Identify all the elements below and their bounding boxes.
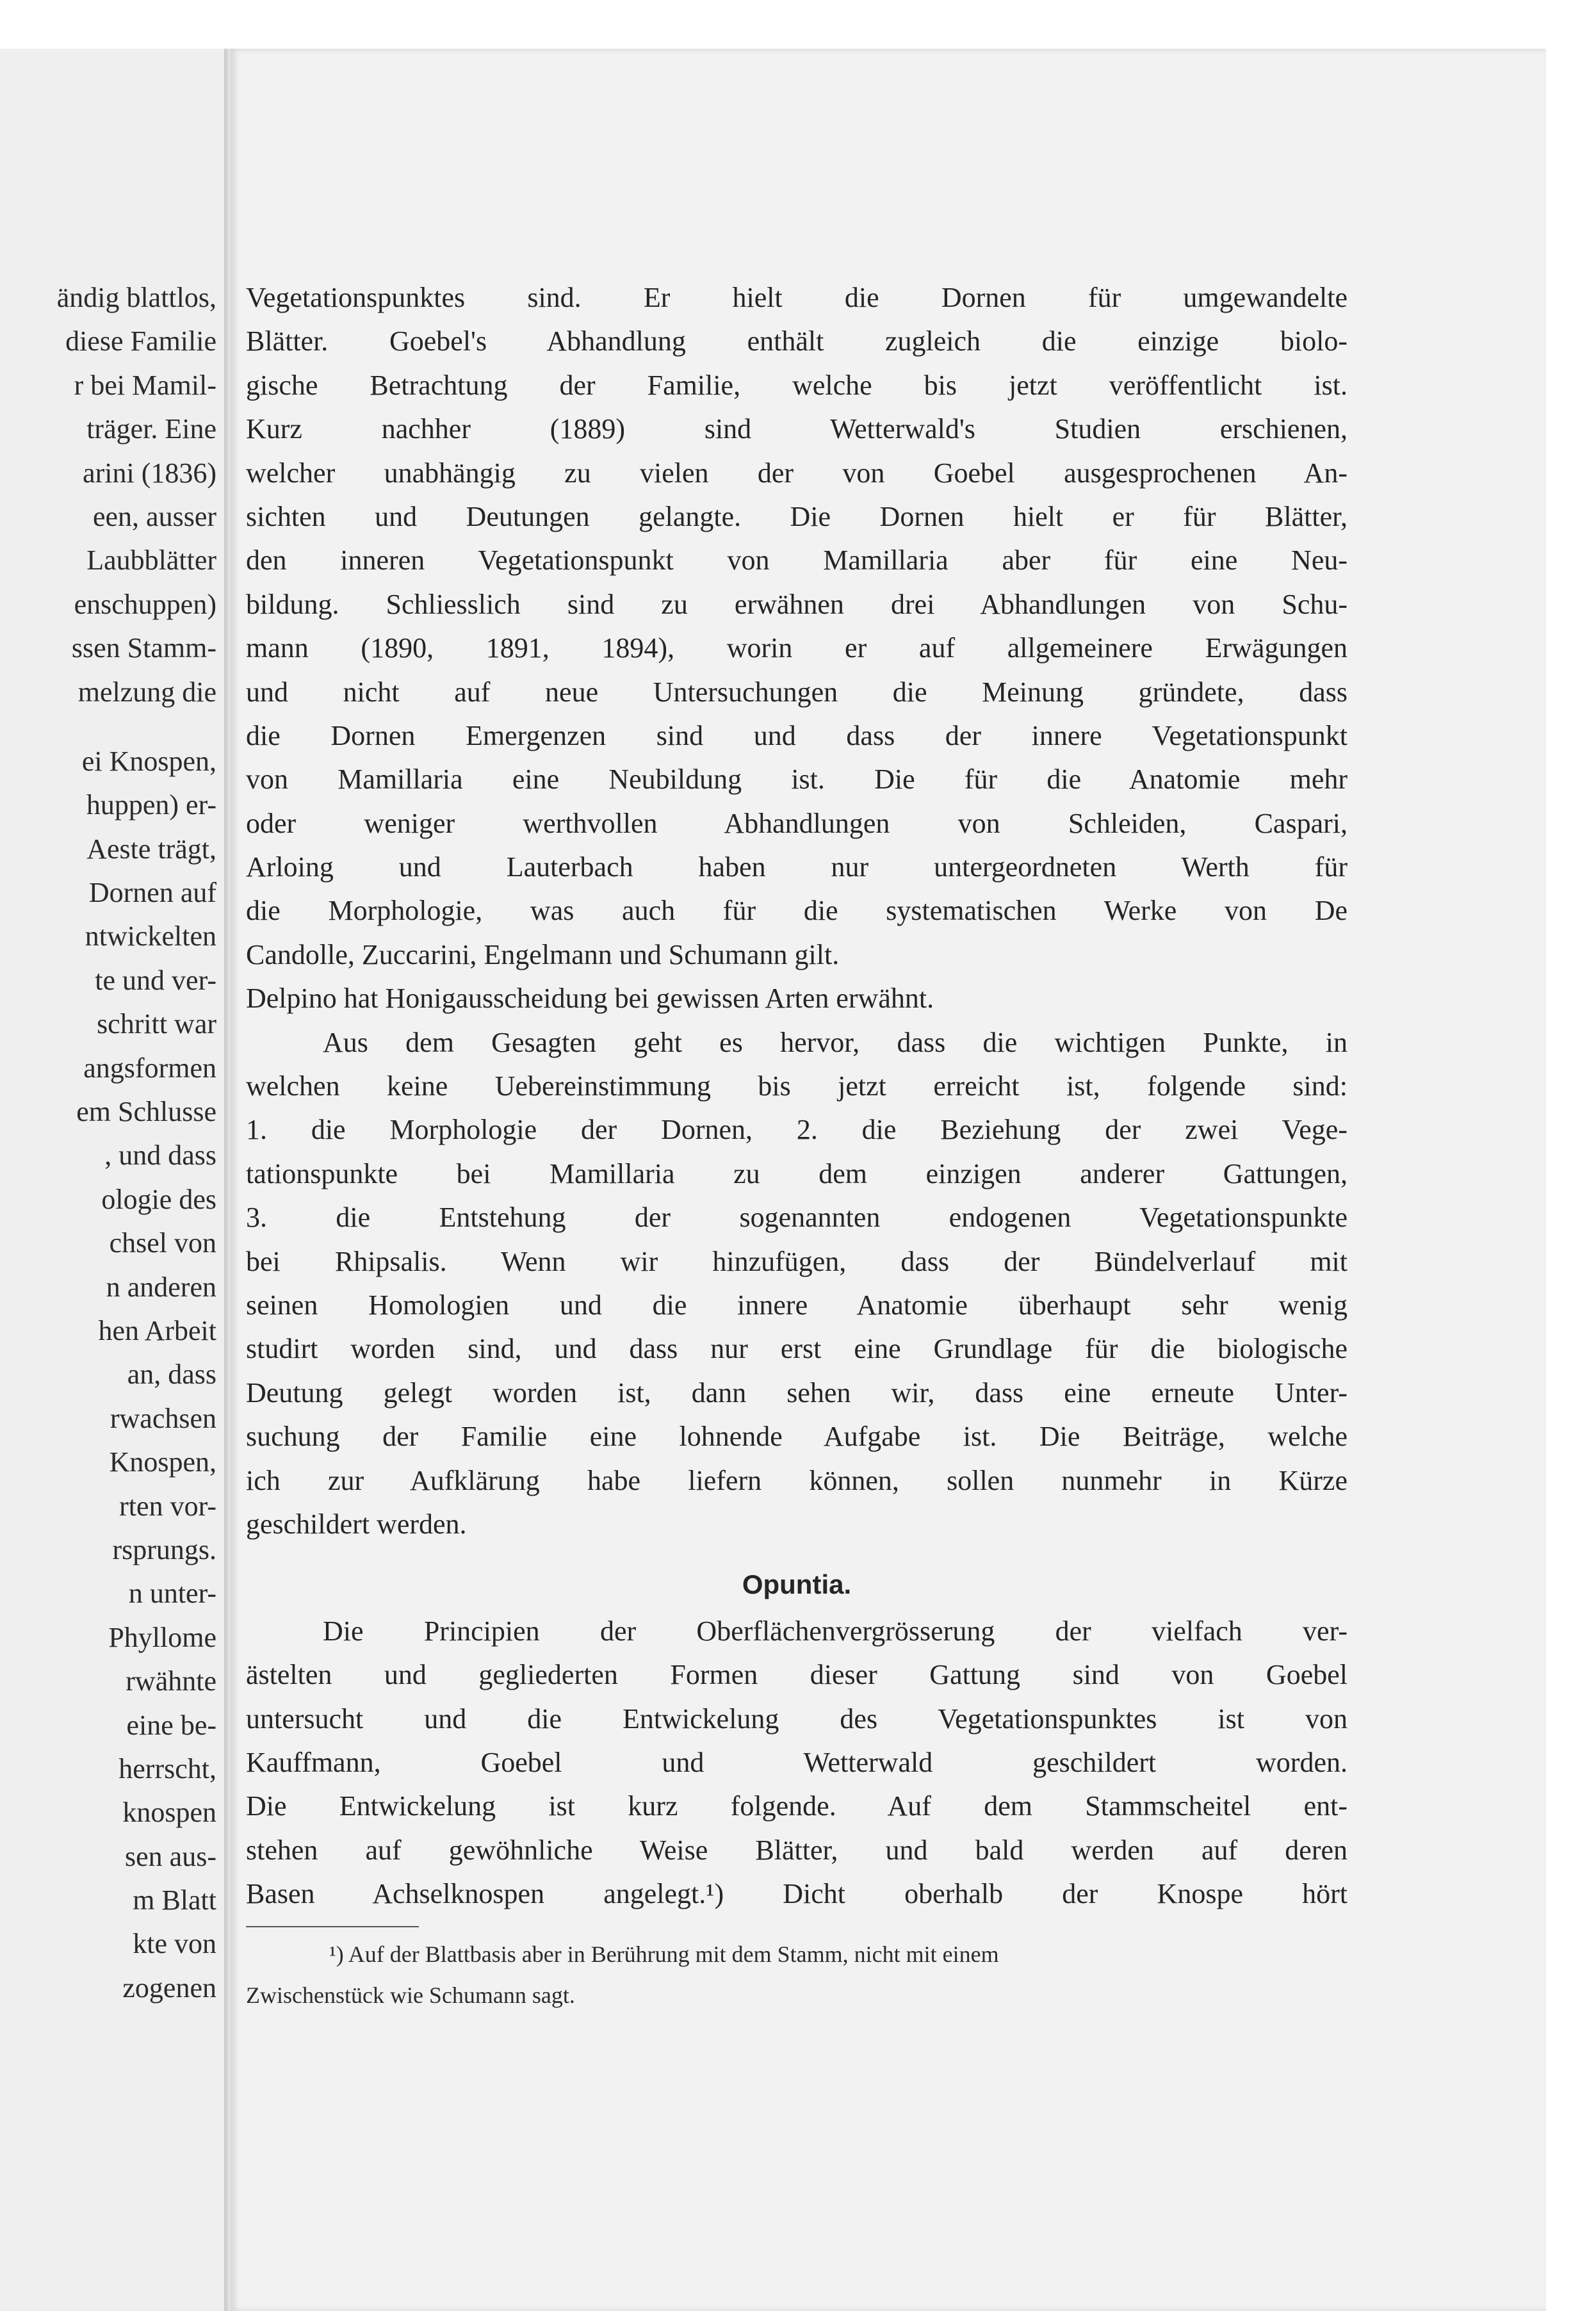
previous-page-line: diese Familie (65, 325, 216, 357)
paragraph-line: Die Principien der Oberflächenvergrösserung der vielfach ver- (323, 1615, 1348, 1647)
previous-page-line: rsprungs. (112, 1533, 216, 1565)
paragraph-line: Kurz nachher (1889) sind Wetterwald's Studien erschienen, (246, 413, 1348, 445)
section-heading: Opuntia. (742, 1569, 852, 1600)
paragraph-line: Aus dem Gesagten geht es hervor, dass die wichtigen Punkte, in (323, 1026, 1348, 1058)
paragraph-line: ästelten und gegliederten Formen dieser Gattung sind von Goebel (246, 1659, 1348, 1691)
paragraph-line: von Mamillaria eine Neubildung ist. Die für die Anatomie mehr (246, 764, 1348, 796)
previous-page-gap (0, 714, 216, 740)
previous-page-line: schritt war (97, 1008, 216, 1040)
previous-page-line: em Schlusse (76, 1096, 216, 1128)
paragraph-line: studirt worden sind, und dass nur erst eine Grundlage für die biologische (246, 1333, 1348, 1365)
previous-page-text (0, 276, 216, 2010)
footnote-line: ¹) Auf der Blattbasis aber in Berührung mit dem Stamm, nicht mit einem (329, 1941, 999, 1968)
paragraph-line: Die Entwickelung ist kurz folgende. Auf dem Stammscheitel ent- (246, 1790, 1348, 1822)
previous-page-line: m Blatt (133, 1884, 216, 1916)
previous-page-line: huppen) er- (86, 789, 216, 821)
previous-page-line: ändig blattlos, (56, 282, 216, 313)
previous-page-line: melzung die (77, 676, 216, 708)
paragraph-line: geschildert werden. (246, 1508, 467, 1540)
previous-page-line: herrscht, (118, 1752, 216, 1784)
paragraph-line: und nicht auf neue Untersuchungen die Meinung gründete, dass (246, 676, 1348, 708)
previous-page-line: angsformen (83, 1052, 216, 1084)
paragraph-line: untersucht und die Entwickelung des Vegetationspunktes ist von (246, 1703, 1348, 1735)
previous-page-line: te und ver- (95, 964, 216, 996)
paragraph-line: 1. die Morphologie der Dornen, 2. die Beziehung der zwei Vege- (246, 1114, 1348, 1146)
paragraph-line: Basen Achselknospen angelegt.¹) Dicht oberhalb der Knospe hört (246, 1878, 1348, 1910)
previous-page-line: träger. Eine (86, 413, 216, 445)
paragraph-line: Delpino hat Honigausscheidung bei gewissen Arten erwähnt. (246, 983, 934, 1015)
previous-page-fragment (0, 49, 231, 2311)
previous-page-line: n unter- (128, 1578, 216, 1610)
footnote-rule (246, 1926, 419, 1927)
paragraph-line: 3. die Entstehung der sogenannten endogenen Vegetationspunkte (246, 1202, 1348, 1234)
previous-page-line: Aeste trägt, (86, 833, 216, 865)
paragraph-line: gische Betrachtung der Familie, welche bis jetzt veröffentlicht ist. (246, 369, 1348, 401)
paragraph-line: den inneren Vegetationspunkt von Mamillaria aber für eine Neu- (246, 544, 1348, 576)
paragraph-line: tationspunkte bei Mamillaria zu dem einzigen anderer Gattungen, (246, 1157, 1348, 1189)
previous-page-line: ssen Stamm- (71, 632, 216, 664)
previous-page-line: chsel von (109, 1227, 216, 1259)
paragraph-line: welcher unabhängig zu vielen der von Goebel ausgesprochenen An- (246, 457, 1348, 489)
previous-page-line: Laubblätter (86, 544, 216, 576)
previous-page-line: rwähnte (126, 1665, 216, 1697)
previous-page-line: Dornen auf (88, 877, 216, 909)
page-body (246, 276, 1348, 2016)
paragraph-1 (246, 276, 1348, 1021)
previous-page-line: ologie des (101, 1183, 216, 1215)
current-page (231, 49, 1546, 2311)
paragraph-line: welchen keine Uebereinstimmung bis jetzt erreicht ist, folgende sind: (246, 1070, 1348, 1102)
previous-page-line: , und dass (104, 1139, 216, 1172)
previous-page-line: zogenen (122, 1972, 216, 2004)
previous-page-line: Phyllome (108, 1621, 216, 1653)
previous-page-line: enschuppen) (74, 588, 216, 620)
previous-page-line: ntwickelten (85, 920, 216, 952)
previous-page-line: n anderen (106, 1271, 216, 1303)
previous-page-line: Knospen, (109, 1446, 216, 1478)
paragraph-line: mann (1890, 1891, 1894), worin er auf allgemeinere Erwägungen (246, 632, 1348, 664)
previous-page-line: ei Knospen, (81, 745, 216, 777)
right-margin (1546, 49, 1596, 2311)
previous-page-line: hen Arbeit (98, 1314, 216, 1346)
previous-page-line: r bei Mamil- (74, 369, 216, 401)
paragraph-line: sichten und Deutungen gelangte. Die Dornen hielt er für Blätter, (246, 500, 1348, 532)
paragraph-line: Candolle, Zuccarini, Engelmann und Schumann gilt. (246, 938, 840, 970)
footnote (246, 1934, 1348, 2016)
previous-page-line: rwachsen (110, 1402, 216, 1434)
page-fold-edge (224, 49, 231, 2311)
paragraph-line: Deutung gelegt worden ist, dann sehen wir, dass eine erneute Unter- (246, 1376, 1348, 1409)
previous-page-line: an, dass (127, 1359, 216, 1391)
paragraph-line: stehen auf gewöhnliche Weise Blätter, und bald werden auf deren (246, 1834, 1348, 1866)
paragraph-line: Vegetationspunktes sind. Er hielt die Dornen für umgewandelte (246, 282, 1348, 313)
paragraph-line: Kauffmann, Goebel und Wetterwald geschildert worden. (246, 1746, 1348, 1778)
paragraph-line: Arloing und Lauterbach haben nur untergeordneten Werth für (246, 851, 1348, 883)
previous-page-line: sen aus- (125, 1840, 216, 1872)
paragraph-line: bildung. Schliesslich sind zu erwähnen drei Abhandlungen von Schu- (246, 588, 1348, 620)
paragraph-3 (246, 1610, 1348, 1916)
previous-page-line: rten vor- (119, 1490, 216, 1522)
paragraph-line: ich zur Aufklärung habe liefern können, sollen nunmehr in Kürze (246, 1464, 1348, 1496)
paragraph-line: suchung der Familie eine lohnende Aufgabe ist. Die Beiträge, welche (246, 1421, 1348, 1453)
paragraph-line: die Dornen Emergenzen sind und dass der innere Vegetationspunkt (246, 719, 1348, 751)
paragraph-2 (246, 1021, 1348, 1547)
previous-page-line: eine be- (126, 1709, 216, 1741)
paragraph-line: die Morphologie, was auch für die systematischen Werke von De (246, 895, 1348, 927)
previous-page-line: kte von (133, 1928, 216, 1960)
previous-page-line: knospen (122, 1797, 216, 1829)
paragraph-line: seinen Homologien und die innere Anatomie überhaupt sehr wenig (246, 1289, 1348, 1321)
previous-page-line: arini (1836) (83, 457, 216, 489)
paragraph-line: Blätter. Goebel's Abhandlung enthält zugleich die einzige biolo- (246, 325, 1348, 357)
paragraph-line: oder weniger werthvollen Abhandlungen von Schleiden, Caspari, (246, 807, 1348, 839)
footnote-line: Zwischenstück wie Schumann sagt. (246, 1982, 575, 2009)
previous-page-line: een, ausser (92, 500, 216, 532)
paragraph-line: bei Rhipsalis. Wenn wir hinzufügen, dass der Bündelverlauf mit (246, 1245, 1348, 1277)
top-margin (0, 0, 1596, 49)
